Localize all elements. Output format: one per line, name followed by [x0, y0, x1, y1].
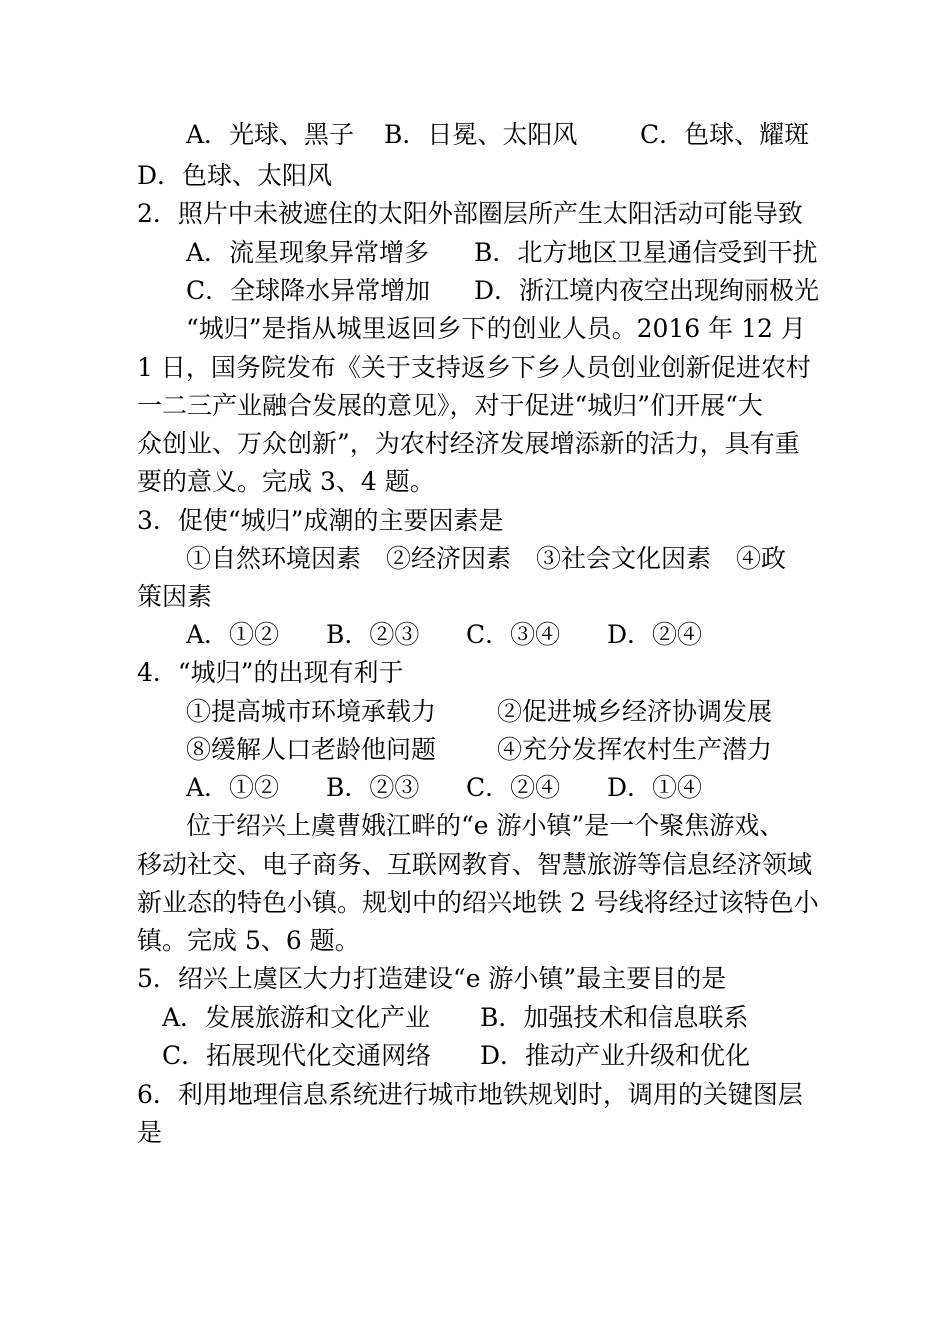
passage1-line-4: 众创业、万众创新”，为农村经济发展增添新的活力，具有重 [137, 429, 800, 458]
q4-options-row [0, 773, 950, 803]
q2-options-row-1 [0, 238, 950, 268]
q5-option-a: A．发展旅游和文化产业 [162, 1003, 431, 1032]
q3-options-row [0, 620, 950, 650]
q4-stem: 4．“城归”的出现有利于 [137, 658, 404, 687]
q6-stem: 6．利用地理信息系统进行城市地铁规划时，调用的关键图层 [137, 1080, 803, 1109]
q3-items-line: ①自然环境因素 ②经济因素 ③社会文化因素 ④政 [186, 544, 787, 573]
q3-option-a: A．①② [186, 620, 280, 649]
q3-stem: 3．促使“城归”成潮的主要因素是 [137, 506, 504, 535]
q1-option-b: B．日冕、太阳风 [384, 120, 578, 149]
passage2-line-2: 移动社交、电子商务、互联网教育、智慧旅游等信息经济领域 [137, 850, 813, 879]
q4-item-2: ②促进城乡经济协调发展 [497, 697, 773, 726]
q2-option-d: D．浙江境内夜空出现绚丽极光 [474, 276, 820, 305]
q2-option-c: C．全球降水异常增加 [186, 276, 431, 305]
q4-option-a: A．①② [186, 773, 280, 802]
q3-option-d: D．②④ [607, 620, 703, 649]
q6-wrap: 是 [137, 1118, 163, 1147]
q4-option-c: C．②④ [466, 773, 561, 802]
q5-option-b: B．加强技术和信息联系 [480, 1003, 749, 1032]
q1-option-a: A．光球、黑子 [186, 120, 355, 149]
q2-option-a: A．流星现象异常增多 [186, 238, 430, 267]
passage1-line-3: 一二三产业融合发展的意见》，对于促进“城归”们开展“大 [137, 391, 763, 420]
q3-items-wrap: 策因素 [137, 582, 213, 611]
q3-option-c: C．③④ [466, 620, 561, 649]
q5-stem: 5．绍兴上虞区大力打造建设“e 游小镇”最主要目的是 [137, 964, 727, 993]
q5-option-c: C．拓展现代化交通网络 [162, 1041, 432, 1070]
q1-options-row [0, 120, 950, 150]
passage2-line-3: 新业态的特色小镇。规划中的绍兴地铁 2 号线将经过该特色小 [137, 888, 819, 917]
passage1-line-5: 要的意义。完成 3、4 题。 [137, 467, 435, 496]
passage1-line-1: “城归”是指从城里返回乡下的创业人员。2016 年 12 月 [186, 314, 806, 343]
q5-option-d: D．推动产业升级和优化 [480, 1041, 751, 1070]
q4-items-row-1 [0, 697, 950, 727]
q5-options-row-2 [0, 1041, 950, 1071]
q3-option-b: B．②③ [326, 620, 420, 649]
q4-item-1: ①提高城市环境承载力 [186, 697, 437, 726]
q1-option-c: C．色球、耀斑 [640, 120, 810, 149]
q2-stem: 2．照片中未被遮住的太阳外部圈层所产生太阳活动可能导致 [137, 199, 803, 228]
q4-option-d: D．①④ [607, 773, 703, 802]
q4-item-3: ⑧缓解人口老龄他问题 [186, 735, 437, 764]
q2-options-row-2 [0, 276, 950, 306]
q4-items-row-2 [0, 735, 950, 765]
q4-option-b: B．②③ [326, 773, 420, 802]
q4-item-4: ④充分发挥农村生产潜力 [497, 735, 773, 764]
q2-option-b: B．北方地区卫星通信受到干扰 [474, 238, 818, 267]
passage2-line-4: 镇。完成 5、6 题。 [137, 926, 360, 955]
passage2-line-1: 位于绍兴上虞曹娥江畔的“e 游小镇”是一个聚焦游戏、 [186, 811, 785, 840]
q5-options-row-1 [0, 1003, 950, 1033]
passage1-line-2: 1 日，国务院发布《关于支持返乡下乡人员创业创新促进农村 [137, 353, 811, 382]
q1-option-d: D．色球、太阳风 [137, 161, 333, 190]
